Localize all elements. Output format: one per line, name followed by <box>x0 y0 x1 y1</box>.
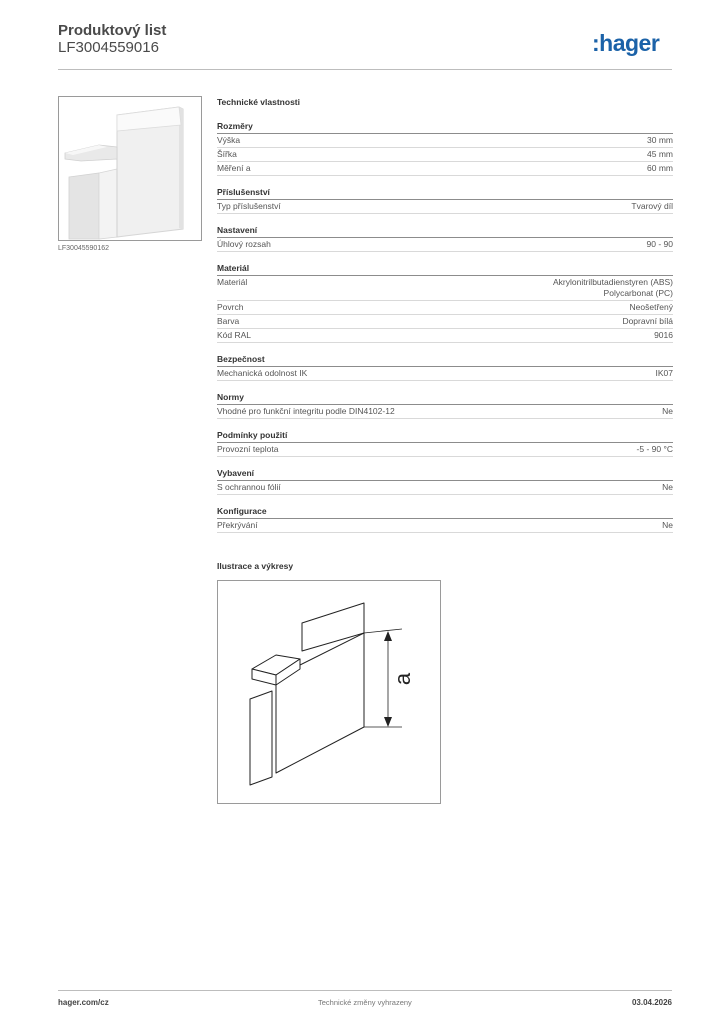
property-value: 9016 <box>654 330 673 340</box>
group-title: Rozměry <box>217 121 673 134</box>
dimension-label: a <box>390 672 415 686</box>
group-title: Podmínky použití <box>217 430 673 443</box>
property-value: 45 mm <box>647 149 673 159</box>
document-title: Produktový list <box>58 22 167 39</box>
property-value: Ne <box>662 520 673 530</box>
property-label: Překrývání <box>217 520 258 530</box>
property-row <box>217 405 673 419</box>
property-group-settings <box>217 225 673 252</box>
group-title: Normy <box>217 392 673 405</box>
technical-drawing <box>217 580 441 804</box>
header-divider <box>58 69 672 70</box>
property-value: 60 mm <box>647 163 673 173</box>
property-value-line: Akrylonitrilbutadienstyren (ABS) <box>553 277 673 287</box>
property-row <box>217 148 673 162</box>
group-title: Bezpečnost <box>217 354 673 367</box>
property-group-dimensions <box>217 121 673 176</box>
group-title: Vybavení <box>217 468 673 481</box>
property-label: Výška <box>217 135 241 145</box>
group-title: Příslušenství <box>217 187 673 200</box>
property-group-configuration <box>217 506 673 533</box>
property-group-conditions <box>217 430 673 457</box>
hager-logo: :hager <box>592 30 660 56</box>
property-value: Dopravní bílá <box>622 316 673 326</box>
property-row <box>217 276 673 301</box>
angle-piece-drawing-icon <box>218 581 440 803</box>
property-row <box>217 200 673 214</box>
property-value: IK07 <box>655 368 673 378</box>
group-title: Nastavení <box>217 225 673 238</box>
property-label: Vhodné pro funkční integritu podle DIN4102-12 <box>217 406 395 416</box>
property-row <box>217 134 673 148</box>
footer-date: 03.04.2026 <box>631 998 672 1007</box>
property-row <box>217 301 673 315</box>
property-label: Šířka <box>217 149 237 159</box>
property-label: Povrch <box>217 302 244 312</box>
footer-notice: Technické změny vyhrazeny <box>318 998 412 1007</box>
property-value: Ne <box>662 482 673 492</box>
property-label: Typ příslušenství <box>217 201 281 211</box>
property-label: Barva <box>217 316 240 326</box>
property-value <box>553 277 673 299</box>
property-value: 90 - 90 <box>646 239 673 249</box>
property-row <box>217 367 673 381</box>
property-group-accessories <box>217 187 673 214</box>
property-group-norms <box>217 392 673 419</box>
property-row <box>217 162 673 176</box>
property-row <box>217 519 673 533</box>
property-label: Materiál <box>217 277 248 287</box>
property-value: 30 mm <box>647 135 673 145</box>
property-value: -5 - 90 °C <box>636 444 673 454</box>
property-label: Kód RAL <box>217 330 252 340</box>
image-caption: LF30045590162 <box>58 245 109 252</box>
property-row <box>217 329 673 343</box>
property-group-material <box>217 263 673 343</box>
property-label: Provozní teplota <box>217 444 279 454</box>
property-value-line: Polycarbonat (PC) <box>603 288 673 298</box>
product-image <box>58 96 202 241</box>
property-row <box>217 443 673 457</box>
property-group-safety <box>217 354 673 381</box>
property-value: Neošetřený <box>629 302 673 312</box>
footer-divider <box>58 990 672 991</box>
property-row <box>217 238 673 252</box>
group-title: Materiál <box>217 263 673 276</box>
group-title: Konfigurace <box>217 506 673 519</box>
product-photo-icon <box>59 97 201 240</box>
section-title: Technické vlastnosti <box>217 97 300 107</box>
property-label: Mechanická odolnost IK <box>217 368 308 378</box>
property-row <box>217 481 673 495</box>
illustrations-title: Ilustrace a výkresy <box>217 561 294 571</box>
footer-website: hager.com/cz <box>58 998 109 1007</box>
property-group-equipment <box>217 468 673 495</box>
property-label: S ochrannou fólií <box>217 482 281 492</box>
property-value: Ne <box>662 406 673 416</box>
property-label: Úhlový rozsah <box>217 239 271 249</box>
property-label: Měření a <box>217 163 251 173</box>
properties-table <box>217 121 673 544</box>
property-value: Tvarový díl <box>631 201 673 211</box>
property-row <box>217 315 673 329</box>
product-code: LF3004559016 <box>58 39 159 56</box>
